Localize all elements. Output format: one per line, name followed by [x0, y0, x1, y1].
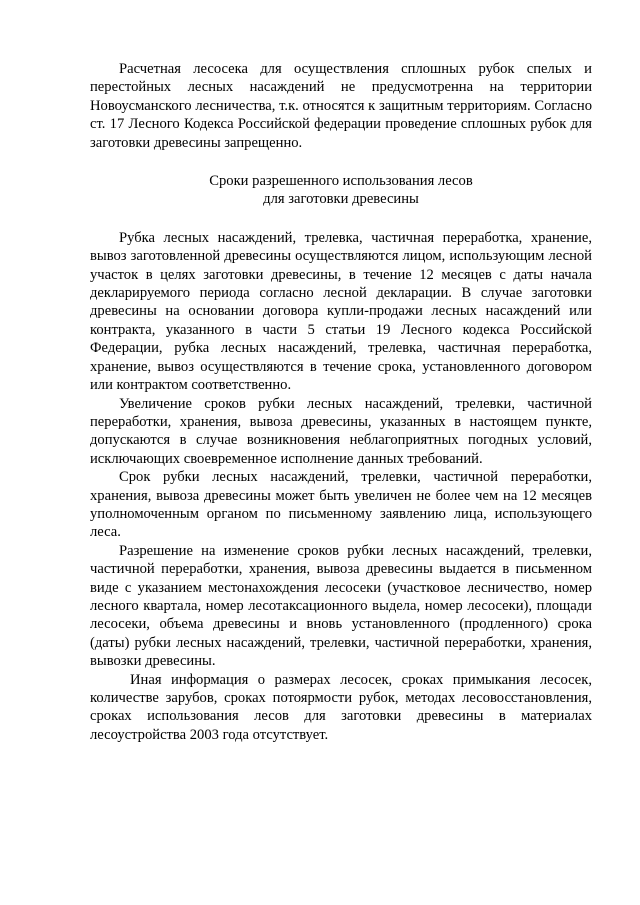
section-heading-line-1: Сроки разрешенного использования лесов: [209, 173, 473, 190]
closing-paragraph: Иная информация о размерах лесосек, сроках примыкания лесосек, количестве зарубов, сроках потоярмости рубок, методах лесовосстановления, сроках использования лесов для заготовки древесины в материалах лесоустройства 2003 года отсутствует.: [90, 671, 592, 743]
paragraph-extension-permit: Разрешение на изменение сроков рубки лесных насаждений, трелевки, частичной переработки, хранения, вывоза древесины выдается в письменном виде с указанием местонахождения лесосеки (участковое лесничество, номер лесного квартала, номер лесотаксационного выдела, номер лесосеки), площади лесосеки, объема древесины и вновь установленного (продленного) срока (даты) рубки лесных насаждений, трелевки, частичной переработки, хранения, вывозки древесины.: [90, 542, 592, 670]
document-page: [90, 60, 592, 744]
intro-paragraph: Расчетная лесосека для осуществления сплошных рубок спелых и перестойных лесных насаждений не предусмотренна на территории Новоусманского лесничества, т.к. относятся к защитным территориям. Согласно ст. 17 Лесного Кодекса Российской федерации проведение сплошных рубок для заготовки древесины запрещенно.: [90, 61, 592, 151]
paragraph-felling-terms: Рубка лесных насаждений, трелевка, частичная переработка, хранение, вывоз заготовленной древесины осуществляются лицом, использующим лесной участок в целях заготовки древесины, в течение 12 месяцев с даты начала декларируемого периода согласно лесной декларации. В случае заготовки древесины на основании договора купли-продажи лесных насаждений или контракта, указанного в части 5 статьи 19 Лесного кодекса Российской Федерации, рубка лесных насаждений, трелевка, частичная переработка, хранение, вывоз осуществляются в течение срока, установленного договором или контрактом соответственно.: [90, 229, 592, 394]
section-heading-line-2: для заготовки древесины: [263, 191, 419, 208]
paragraph-term-extension-conditions: Увеличение сроков рубки лесных насаждений, трелевки, частичной переработки, хранения, вывоза древесины, указанных в настоящем пункте, допускаются в случае возникновения неблагоприятных погодных условий, исключающих своевременное исполнение данных требований.: [90, 395, 592, 467]
section-heading: [90, 172, 592, 209]
paragraph-term-extension-limit: Срок рубки лесных насаждений, трелевки, частичной переработки, хранения, вывоза древесины может быть увеличен не более чем на 12 месяцев уполномоченным органом по письменному заявлению лица, использующего леса.: [90, 469, 592, 541]
